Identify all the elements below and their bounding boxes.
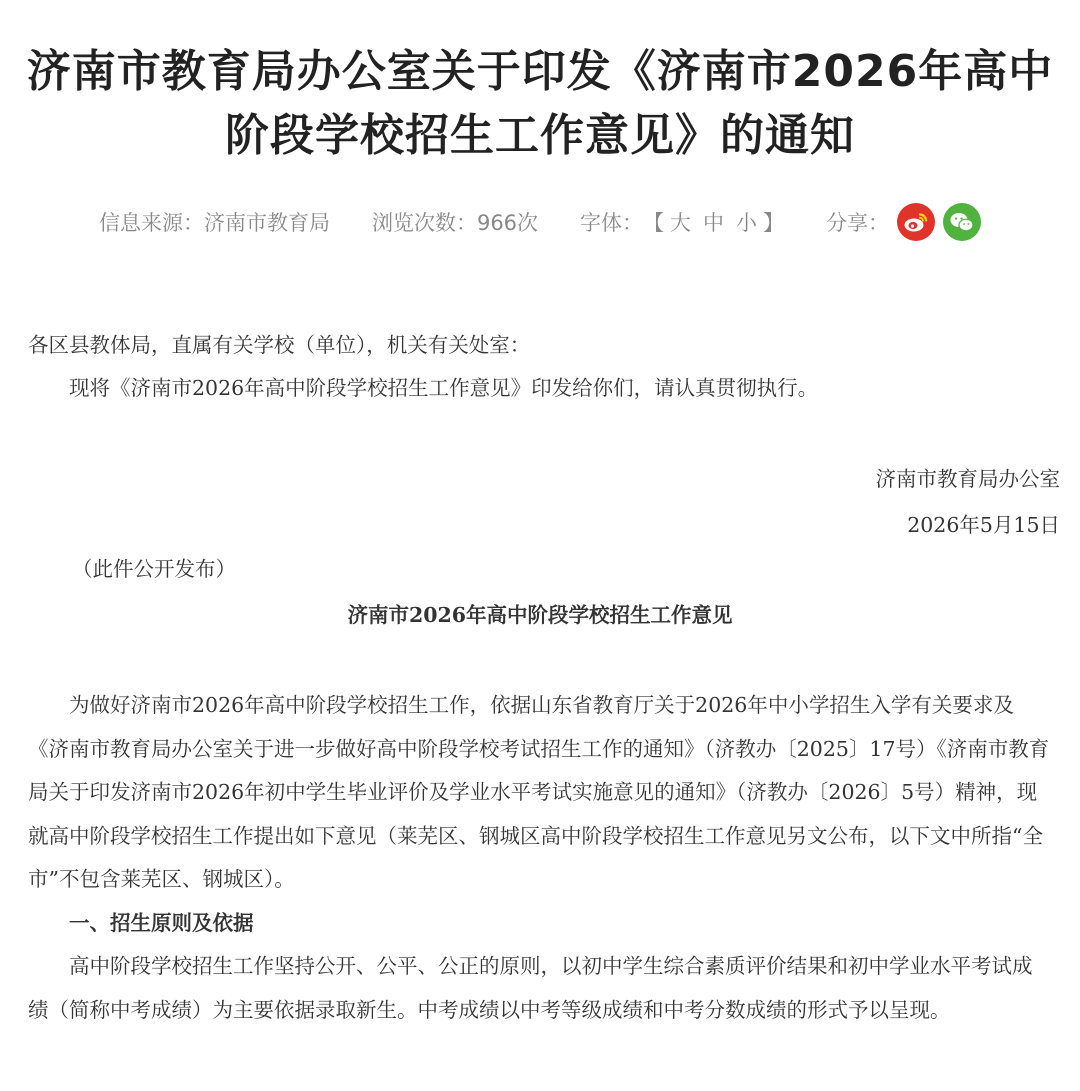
public-release-note: （此件公开发布） [72, 557, 236, 581]
view-count: 浏览次数：966次 [371, 211, 539, 235]
font-size-small-button[interactable]: 小 [736, 211, 758, 235]
wechat-icon [949, 211, 975, 233]
page-title: 济南市教育局办公室关于印发《济南市2026年高中阶段学校招生工作意见》的通知 [26, 46, 1054, 161]
font-size-label: 字体： [580, 211, 644, 235]
share-label: 分享： [826, 211, 890, 235]
font-size-large-button[interactable]: 大 [670, 211, 692, 235]
document-body [28, 684, 1052, 1032]
font-size-medium-button[interactable]: 中 [703, 211, 725, 235]
weibo-share-button[interactable] [897, 203, 935, 241]
article-meta-bar [0, 200, 1080, 244]
signing-organization: 济南市教育局办公室 [875, 467, 1060, 491]
salutation: 各区县教体局，直属有关学校（单位），机关有关处室： [28, 333, 531, 357]
body-paragraph: 为做好济南市2026年高中阶段学校招生工作，依据山东省教育厅关于2026年中小学招生入学有关要求及《济南市教育局办公室关于进一步做好高中阶段学校考试招生工作的通知》（济教办〔2025〕17号）《济南市教育局关于印发济南市2026年初中学生毕业评价及学业水平考试实施意见的通知》（济教办〔2026〕5号）精神，现就高中阶段学校招生工作提出如下意见（莱芜区、钢城区高中阶段学校招生工作意见另文公布，以下文中所指“全市”不包含莱芜区、钢城区）。 [28, 693, 1050, 891]
weibo-icon [903, 211, 929, 233]
info-source: 信息来源：济南市教育局 [98, 211, 330, 235]
body-paragraph: 高中阶段学校招生工作坚持公开、公平、公正的原则，以初中学生综合素质评价结果和初中学业水平考试成绩（简称中考成绩）为主要依据录取新生。中考成绩以中考等级成绩和中考分数成绩的形式予以呈现。 [28, 954, 1033, 1022]
font-size-control [580, 207, 784, 237]
document-title: 济南市2026年高中阶段学校招生工作意见 [347, 603, 733, 627]
signing-date: 2026年5月15日 [907, 513, 1060, 537]
font-bracket-close: 】 [763, 211, 785, 235]
font-bracket-open: 【 [643, 211, 665, 235]
share-control [826, 203, 981, 241]
intro-paragraph: 现将《济南市2026年高中阶段学校招生工作意见》印发给你们，请认真贯彻执行。 [69, 376, 819, 400]
section-heading: 一、招生原则及依据 [69, 910, 254, 935]
wechat-share-button[interactable] [943, 203, 981, 241]
